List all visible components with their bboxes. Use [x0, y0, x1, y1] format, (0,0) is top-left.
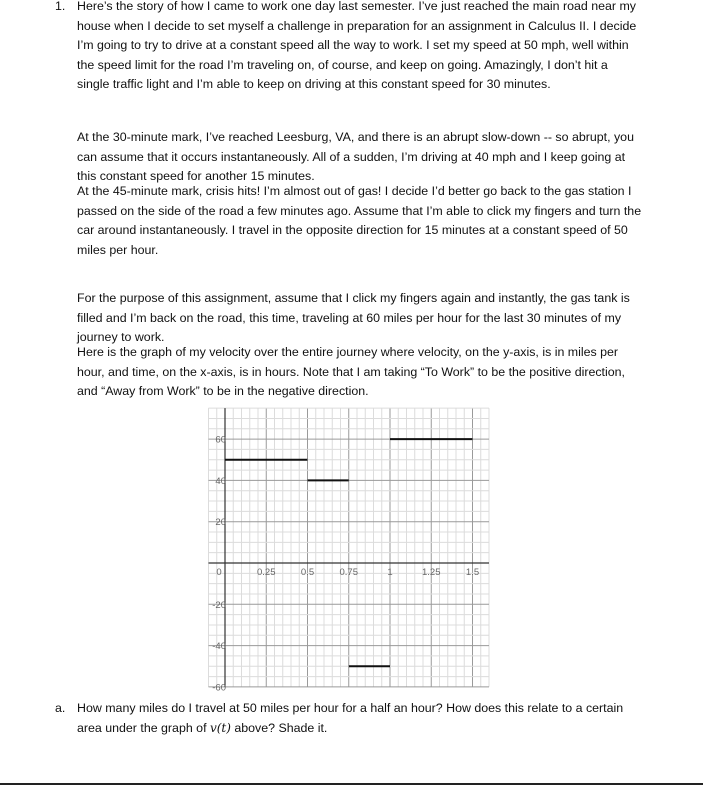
y-tick-label: -40: [212, 641, 226, 653]
paragraph-line: house when I decide to set myself a challenge in preparation for an assignment in Calculus II. I decide: [77, 18, 637, 33]
x-tick-label: 1.25: [422, 567, 441, 578]
paragraph-2: [77, 128, 634, 187]
paragraph-3: [77, 182, 641, 260]
y-tick-label: 60: [215, 434, 226, 446]
paragraph-1: [77, 0, 636, 95]
y-tick-label: -20: [212, 599, 226, 611]
question-a-line-1: How many miles do I travel at 50 miles per hour for a half an hour? How does this relate to a certain: [77, 701, 624, 715]
paragraph-line: Here’s the story of how I came to work one day last semester. I’ve just reached the main road near my: [77, 0, 636, 13]
paragraph-line: this constant speed for another 15 minutes.: [77, 169, 315, 183]
question-a-text: area under the graph of: [77, 720, 210, 735]
paragraph-line: journey to work.: [77, 330, 165, 344]
paragraph-line: At the 30-minute mark, I’ve reached Leesburg, VA, and there is an abrupt slow-down -- so abrupt, you: [77, 130, 634, 144]
x-tick-label: 0.5: [300, 567, 315, 578]
paragraph-5: [77, 343, 625, 402]
paragraph-line: At the 45-minute mark, crisis hits! I’m almost out of gas! I decide I’d better go back to the gas station I: [77, 184, 632, 198]
question-a-line-2: [77, 719, 623, 739]
x-tick-label: 1.5: [465, 567, 480, 578]
paragraph-line: For the purpose of this assignment, assume that I click my fingers again and instantly, the gas tank is: [77, 291, 630, 305]
x-tick-label: 0: [216, 567, 222, 578]
question-a-label: a.: [55, 701, 66, 715]
paragraph-4: [77, 289, 630, 348]
page-divider: [0, 783, 703, 785]
velocity-graph: [200, 405, 495, 695]
paragraph-line: I’m going to try to drive at a constant speed all the way to work. I set my speed at 50 mph, well within: [77, 38, 629, 52]
x-tick-label: 0.25: [257, 567, 276, 578]
x-tick-label: 0.75: [339, 567, 358, 578]
y-tick-label: 20: [215, 517, 226, 529]
question-a: [77, 699, 623, 738]
y-tick-label: 40: [215, 475, 226, 487]
paragraph-line: and “Away from Work” to be in the negative direction.: [77, 384, 369, 398]
paragraph-line: miles per hour.: [77, 242, 159, 257]
y-tick-label: -60: [212, 682, 226, 694]
paragraph-line: Here is the graph of my velocity over the entire journey where velocity, on the y-axis, is in miles per: [77, 345, 619, 359]
paragraph-line: hour, and time, on the x-axis, is in hours. Note that I am taking “To Work” to be the positive direction,: [77, 364, 625, 379]
problem-number: 1.: [55, 0, 66, 13]
paragraph-line: the speed limit for the road I’m traveling on, of course, and keep on going. Amazingly, I don’t hit a: [77, 57, 608, 72]
paragraph-line: can assume that it occurs instantaneously. All of a sudden, I’m driving at 40 mph and I keep going at: [77, 149, 626, 164]
paragraph-line: filled and I’m back on the road, this time, traveling at 60 miles per hour for the last 30 minutes of my: [77, 310, 622, 325]
paragraph-line: single traffic light and I’m able to keep on driving at this constant speed for 30 minutes.: [77, 77, 551, 91]
paragraph-line: car around instantaneously. I travel in the opposite direction for 15 minutes at a constant speed of 50: [77, 223, 628, 237]
question-a-text-end: above? Shade it.: [230, 720, 328, 735]
paragraph-line: passed on the side of the road a few minutes ago. Assume that I’m able to click my fingers and turn the: [77, 203, 642, 218]
x-tick-label: 1: [387, 567, 393, 578]
velocity-function: v(t): [209, 720, 231, 735]
